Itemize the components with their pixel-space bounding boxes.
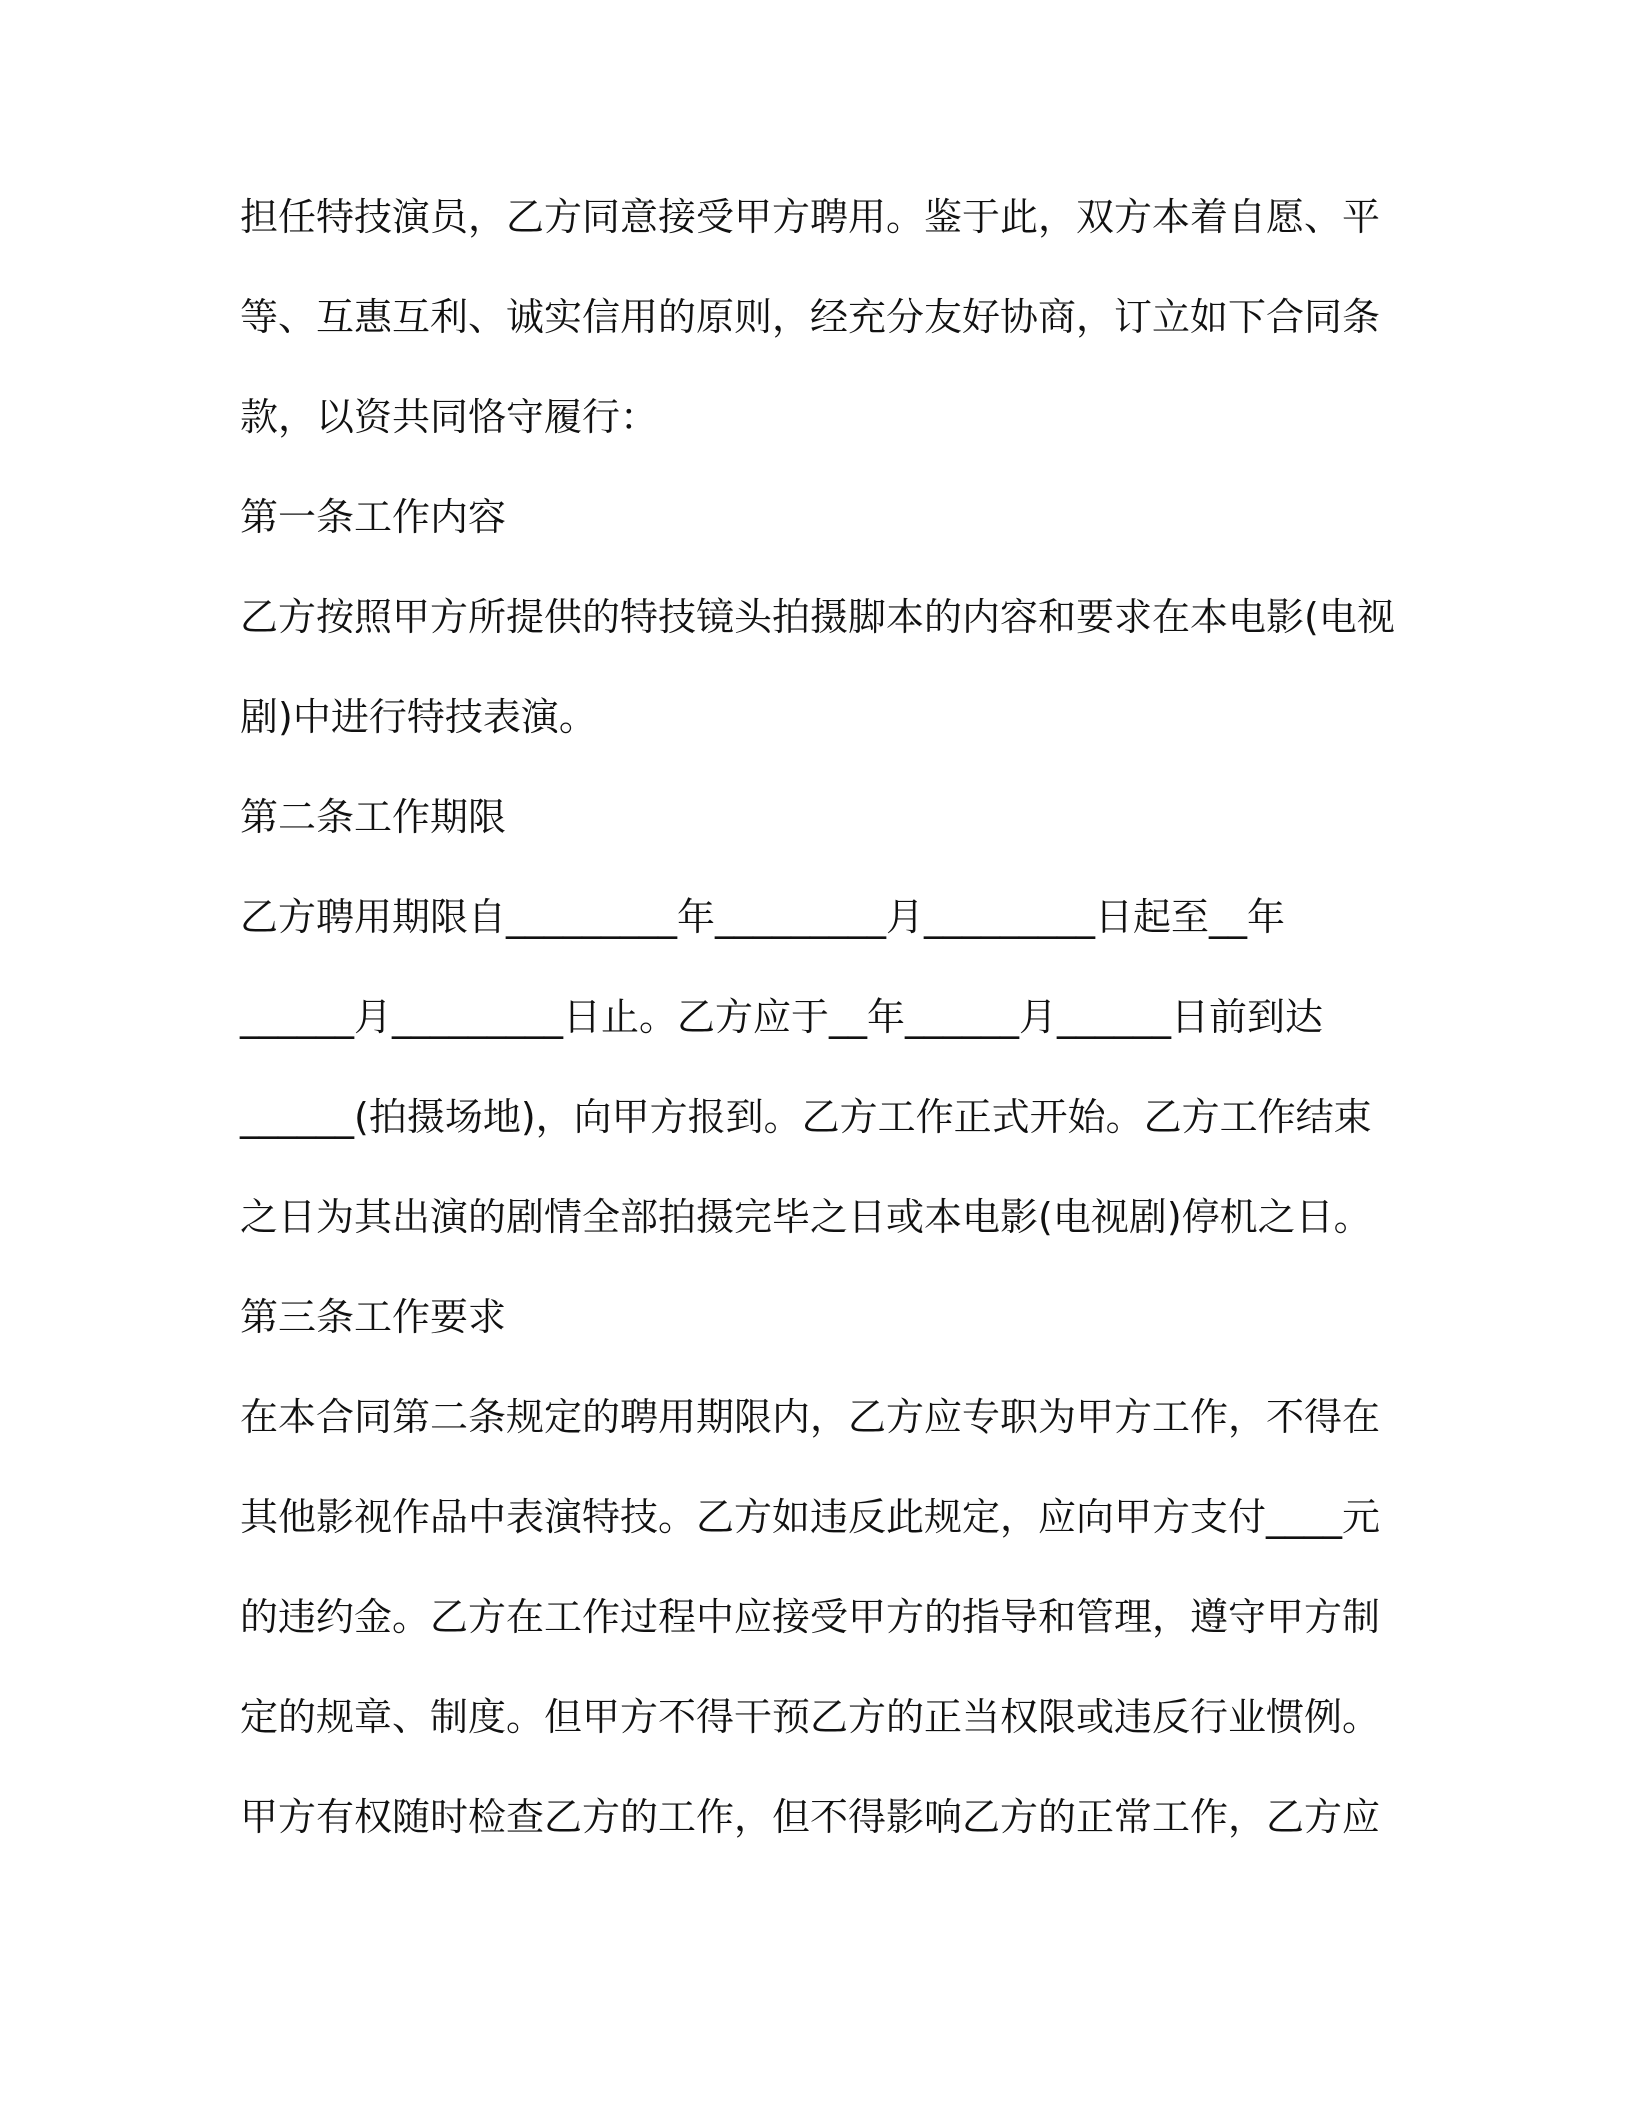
- text-line: 乙方按照甲方所提供的特技镜头拍摄脚本的内容和要求在本电影(电视: [240, 595, 1395, 639]
- text-line: ______(拍摄场地)，向甲方报到。乙方工作正式开始。乙方工作结束: [240, 1095, 1372, 1139]
- text-line: 之日为其出演的剧情全部拍摄完毕之日或本电影(电视剧)停机之日。: [240, 1195, 1372, 1239]
- section-heading-3: 第三条工作要求: [240, 1295, 507, 1339]
- text-line: 担任特技演员，乙方同意接受甲方聘用。鉴于此，双方本着自愿、平: [240, 195, 1381, 239]
- text-line: 其他影视作品中表演特技。乙方如违反此规定，应向甲方支付____元: [240, 1495, 1381, 1539]
- text-line: 等、互惠互利、诚实信用的原则，经充分友好协商，订立如下合同条: [240, 295, 1381, 339]
- section-heading-1: 第一条工作内容: [240, 495, 507, 539]
- text-line: 款，以资共同恪守履行：: [240, 395, 659, 439]
- text-line: 乙方聘用期限自_________年_________月_________日起至__年: [240, 895, 1286, 939]
- text-line: 剧)中进行特技表演。: [240, 695, 597, 739]
- text-line: 定的规章、制度。但甲方不得干预乙方的正当权限或违反行业惯例。: [240, 1695, 1381, 1739]
- text-line: 的违约金。乙方在工作过程中应接受甲方的指导和管理，遵守甲方制: [240, 1595, 1381, 1639]
- text-line: 甲方有权随时检查乙方的工作，但不得影响乙方的正常工作，乙方应: [240, 1795, 1381, 1839]
- text-line: 在本合同第二条规定的聘用期限内，乙方应专职为甲方工作，不得在: [240, 1395, 1381, 1439]
- text-line: ______月_________日止。乙方应于__年______月______日前到达: [240, 995, 1324, 1039]
- section-heading-2: 第二条工作期限: [240, 795, 507, 839]
